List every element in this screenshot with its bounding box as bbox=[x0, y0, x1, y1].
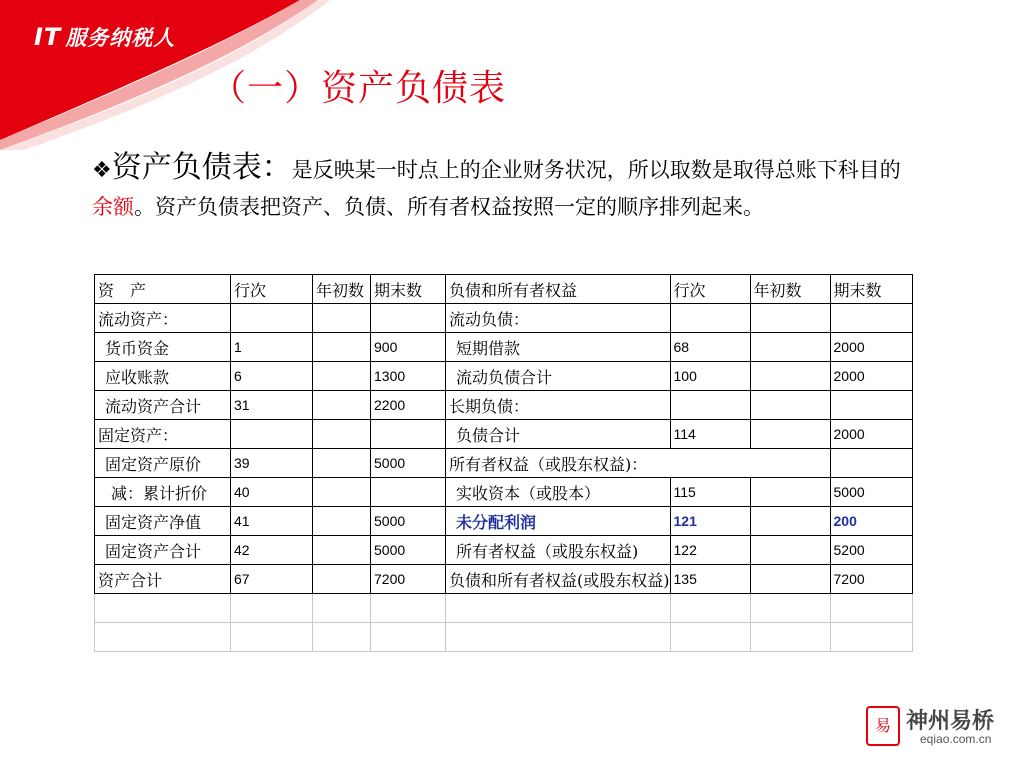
table-cell: 5200 bbox=[830, 536, 912, 565]
table-cell bbox=[313, 362, 371, 391]
table-cell: 122 bbox=[670, 536, 750, 565]
table-cell: 68 bbox=[670, 333, 750, 362]
table-cell: 2200 bbox=[371, 391, 446, 420]
table-cell bbox=[231, 420, 313, 449]
table-cell bbox=[750, 536, 830, 565]
table-cell: 未分配利润 bbox=[446, 507, 671, 536]
table-cell: 5000 bbox=[371, 449, 446, 478]
table-row bbox=[95, 536, 913, 565]
table-cell: 固定资产净值 bbox=[95, 507, 231, 536]
brand-logo bbox=[34, 22, 175, 52]
intro-highlight: 余额 bbox=[92, 195, 134, 219]
table-cell: 42 bbox=[231, 536, 313, 565]
header-cell: 资 产 bbox=[95, 275, 231, 304]
table-cell: 100 bbox=[670, 362, 750, 391]
table-cell bbox=[371, 478, 446, 507]
table-cell: 900 bbox=[371, 333, 446, 362]
empty-cell bbox=[371, 594, 446, 623]
table-cell: 39 bbox=[231, 449, 313, 478]
empty-row bbox=[95, 623, 913, 652]
table-cell: 200 bbox=[830, 507, 912, 536]
empty-cell bbox=[95, 594, 231, 623]
table-cell bbox=[830, 391, 912, 420]
empty-cell bbox=[231, 623, 313, 652]
table-row bbox=[95, 362, 913, 391]
empty-cell bbox=[231, 594, 313, 623]
table-cell bbox=[750, 478, 830, 507]
table-cell: 41 bbox=[231, 507, 313, 536]
table-cell: 114 bbox=[670, 420, 750, 449]
table-cell: 121 bbox=[670, 507, 750, 536]
table-cell: 5000 bbox=[371, 507, 446, 536]
table-cell: 2000 bbox=[830, 420, 912, 449]
table-cell bbox=[313, 449, 371, 478]
table-cell: 7200 bbox=[371, 565, 446, 594]
table-cell bbox=[830, 449, 912, 478]
table-cell: 7200 bbox=[830, 565, 912, 594]
table-cell bbox=[750, 362, 830, 391]
table-cell bbox=[231, 304, 313, 333]
table-cell: 2000 bbox=[830, 362, 912, 391]
table-cell: 固定资产： bbox=[95, 420, 231, 449]
seal-icon: 易 bbox=[866, 706, 900, 746]
table-row bbox=[95, 449, 913, 478]
header-cell: 期末数 bbox=[371, 275, 446, 304]
table-cell: 115 bbox=[670, 478, 750, 507]
empty-cell bbox=[830, 594, 912, 623]
table-cell: 所有者权益（或股东权益) bbox=[446, 536, 671, 565]
table-cell: 40 bbox=[231, 478, 313, 507]
table-cell: 流动负债： bbox=[446, 304, 671, 333]
empty-cell bbox=[750, 594, 830, 623]
table-cell bbox=[750, 507, 830, 536]
table-cell: 31 bbox=[231, 391, 313, 420]
table-cell: 负债和所有者权益(或股东权益) bbox=[446, 565, 671, 594]
table-cell: 负债合计 bbox=[446, 420, 671, 449]
watermark-logo bbox=[866, 702, 1016, 752]
intro-text-1: 是反映某一时点上的企业财务状况，所以取数是取得总账下科目的 bbox=[291, 158, 901, 182]
empty-cell bbox=[446, 623, 671, 652]
table-header-row bbox=[95, 275, 913, 304]
table-cell: 1300 bbox=[371, 362, 446, 391]
watermark-name: 神州易桥 bbox=[906, 708, 995, 734]
table-row bbox=[95, 507, 913, 536]
table-cell: 所有者权益（或股东权益)： bbox=[446, 449, 831, 478]
header-cell: 负债和所有者权益 bbox=[446, 275, 671, 304]
table-row bbox=[95, 333, 913, 362]
table-cell bbox=[670, 391, 750, 420]
table-cell bbox=[313, 304, 371, 333]
empty-row bbox=[95, 594, 913, 623]
table-cell bbox=[750, 391, 830, 420]
header-cell: 期末数 bbox=[830, 275, 912, 304]
table-cell bbox=[830, 304, 912, 333]
empty-cell bbox=[95, 623, 231, 652]
table-row bbox=[95, 391, 913, 420]
empty-cell bbox=[313, 594, 371, 623]
table-cell: 5000 bbox=[371, 536, 446, 565]
table-row bbox=[95, 304, 913, 333]
empty-cell bbox=[830, 623, 912, 652]
table-cell bbox=[313, 507, 371, 536]
table-row bbox=[95, 420, 913, 449]
intro-text-2: 。资产负债表把资产、负债、所有者权益按照一定的顺序排列起来。 bbox=[134, 195, 764, 219]
empty-cell bbox=[313, 623, 371, 652]
table-cell: 1 bbox=[231, 333, 313, 362]
table-cell: 2000 bbox=[830, 333, 912, 362]
table-cell bbox=[750, 420, 830, 449]
table-cell bbox=[313, 536, 371, 565]
table-cell: 5000 bbox=[830, 478, 912, 507]
intro-paragraph bbox=[92, 150, 912, 225]
table-cell bbox=[313, 565, 371, 594]
table-cell bbox=[750, 333, 830, 362]
table-cell: 短期借款 bbox=[446, 333, 671, 362]
brand-it: IT bbox=[34, 23, 62, 51]
table-cell: 实收资本（或股本） bbox=[446, 478, 671, 507]
table-cell: 135 bbox=[670, 565, 750, 594]
table-cell bbox=[371, 420, 446, 449]
table-cell bbox=[313, 333, 371, 362]
table-cell: 6 bbox=[231, 362, 313, 391]
table-cell bbox=[313, 478, 371, 507]
table-cell bbox=[313, 420, 371, 449]
table-cell: 固定资产原价 bbox=[95, 449, 231, 478]
table-cell: 减：累计折价 bbox=[95, 478, 231, 507]
table-row bbox=[95, 565, 913, 594]
empty-cell bbox=[371, 623, 446, 652]
empty-cell bbox=[670, 623, 750, 652]
header-cell: 行次 bbox=[670, 275, 750, 304]
table-cell: 资产合计 bbox=[95, 565, 231, 594]
watermark-url: eqiao.com.cn bbox=[920, 732, 992, 746]
balance-sheet-table bbox=[94, 274, 913, 652]
table-cell bbox=[371, 304, 446, 333]
brand-name: 服务纳税人 bbox=[65, 26, 176, 50]
table-cell: 长期负债： bbox=[446, 391, 671, 420]
table-cell bbox=[750, 565, 830, 594]
intro-term: 资产负债表： bbox=[111, 150, 292, 185]
table-row bbox=[95, 478, 913, 507]
empty-cell bbox=[446, 594, 671, 623]
empty-cell bbox=[750, 623, 830, 652]
table-cell: 流动资产： bbox=[95, 304, 231, 333]
table-cell bbox=[750, 304, 830, 333]
table-cell bbox=[313, 391, 371, 420]
header-cell: 年初数 bbox=[313, 275, 371, 304]
table-cell: 流动资产合计 bbox=[95, 391, 231, 420]
table-cell: 货币资金 bbox=[95, 333, 231, 362]
table-cell: 应收账款 bbox=[95, 362, 231, 391]
header-cell: 行次 bbox=[231, 275, 313, 304]
page-title: （一）资产负债表 bbox=[210, 68, 507, 109]
table-cell bbox=[670, 304, 750, 333]
diamond-bullet-icon: ❖ bbox=[92, 158, 112, 183]
header-cell: 年初数 bbox=[750, 275, 830, 304]
table-cell: 67 bbox=[231, 565, 313, 594]
table-cell: 固定资产合计 bbox=[95, 536, 231, 565]
empty-cell bbox=[670, 594, 750, 623]
table-cell: 流动负债合计 bbox=[446, 362, 671, 391]
